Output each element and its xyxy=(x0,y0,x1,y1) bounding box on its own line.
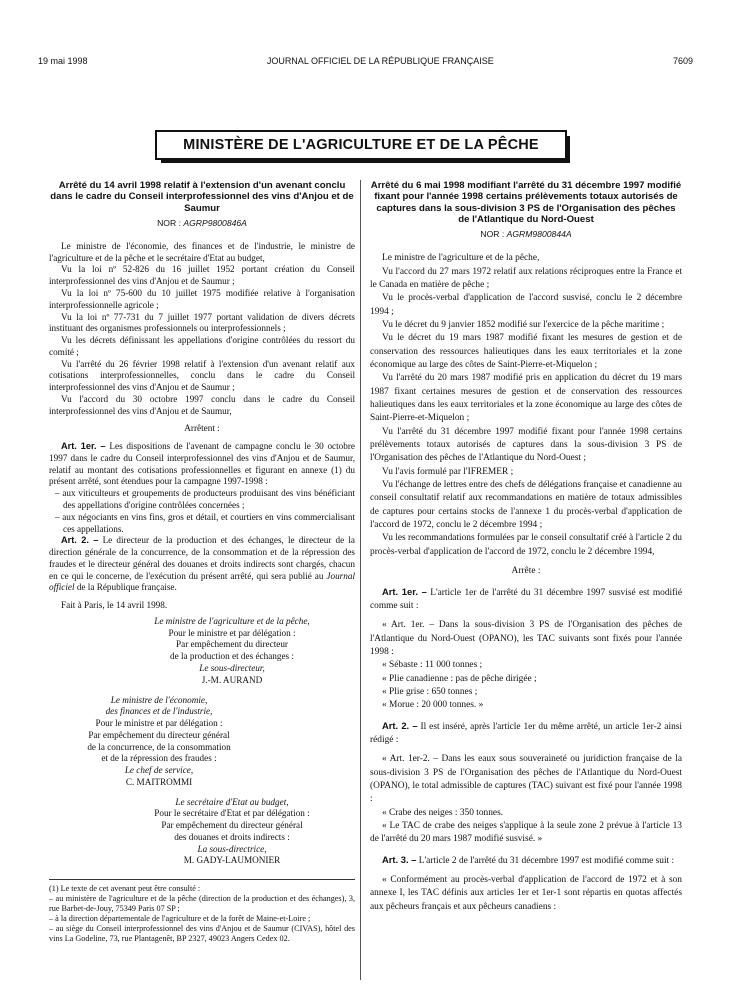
left-fait: Fait à Paris, le 14 avril 1998. xyxy=(61,600,168,611)
right-preamble-7: Vu l'avis formulé par l'IFREMER ; xyxy=(382,466,514,477)
sig2-line: des finances et de l'industrie, xyxy=(105,706,213,717)
right-preamble-4: Vu le décret du 19 mars 1987 modifié fixant les mesures de gestion et de conservation des ressources halieutiques dans les eaux territoriales et la zone économique au large des côtes de Saint-Pierre-et-Miquelon ; xyxy=(370,333,682,370)
page-header xyxy=(38,56,693,68)
sig1-line: Pour le ministre et par délégation : xyxy=(168,627,296,638)
list-item: « Le TAC de crabe des neiges s'applique à la seule zone 2 prévue à l'article 13 de l'arrêté du 20 mars 1987 modifié susvisé. » xyxy=(370,821,682,845)
sig2-name: C. MAITROMMI xyxy=(125,776,193,787)
header-date: 19 mai 1998 xyxy=(38,56,88,66)
right-preamble-8: Vu l'échange de lettres entre des chefs de délégations française et canadienne au conseil consultatif relatif aux recommandations en matière de totaux admissibles de captures pour certains stocks de l'annexe 1 du procès-verbal d'application de l'accord de 1972, conclu le 2 décembre 1994 ; xyxy=(370,480,682,531)
left-art2-journal: Journal officiel xyxy=(49,570,356,593)
right-art2-text: Il est inséré, après l'article 1er du même arrêté, un article 1er-2 ainsi rédigé : xyxy=(370,721,683,745)
left-arretent: Arrêtent : xyxy=(184,423,220,434)
list-item: « Crabe des neiges : 350 tonnes. xyxy=(382,807,504,818)
sig3-line: des douanes et droits indirects : xyxy=(174,831,290,842)
right-article-2 xyxy=(370,719,682,748)
sig1-line: de la production et des échanges : xyxy=(170,651,294,662)
right-preamble-9: Vu les recommandations formulées par le conseil consultatif créé à l'article 2 du procès-verbal d'application de l'accord de 1972, conclu le 2 décembre 1994, xyxy=(370,533,682,557)
sig1-line: Le ministre de l'agriculture et de la pêche, xyxy=(154,615,310,626)
sig1-line: Par empêchement du directeur xyxy=(176,639,288,650)
footnote-line: – à la direction départementale de l'agriculture et de la forêt de Maine-et-Loire ; xyxy=(49,914,311,924)
header-page-number: 7609 xyxy=(672,56,693,66)
left-column xyxy=(49,180,355,944)
left-preamble-1: Vu la loi nº 52-826 du 16 juillet 1952 portant création du Conseil interprofessionnel des vins d'Anjou et de Saumur ; xyxy=(49,264,355,287)
right-article-1 xyxy=(370,585,682,614)
list-item: « Sébaste : 11 000 tonnes ; xyxy=(382,660,483,671)
signature-block-3 xyxy=(49,797,355,868)
sig3-line: La sous-directrice, xyxy=(197,843,267,854)
sig2-line: Le ministre de l'économie, xyxy=(110,694,208,705)
sig2-line: Le chef de service, xyxy=(124,765,194,776)
sig1-name: J.-M. AURAND xyxy=(201,674,263,685)
list-item: – aux négociants en vins fins, gros et détail, et courtiers en vins commercialisant ces appellations. xyxy=(63,512,355,536)
left-arrete-title: Arrêté du 14 avril 1998 relatif à l'extension d'un avenant conclu dans le cadre du Conseil interprofessionnel des vins d'Anjou et de Saumur xyxy=(50,180,354,214)
column-divider xyxy=(360,180,361,980)
left-article-1 xyxy=(49,441,355,488)
right-nor-label: NOR : xyxy=(480,229,505,240)
left-preamble-5: Vu l'arrêté du 26 février 1998 relatif à l'extension d'un avenant relatif aux cotisations interprofessionnelles, conclu dans le cadre du Conseil interprofessionnel des vins d'Anjou et de Saumur ; xyxy=(49,358,355,393)
sig2-line: et de la répression des fraudes : xyxy=(101,753,217,764)
left-nor-label: NOR : xyxy=(157,217,181,228)
list-item: « Morue : 20 000 tonnes. » xyxy=(382,700,484,711)
sig3-line: Le secrétaire d'Etat au budget, xyxy=(175,796,289,807)
left-art2-end: de la République française. xyxy=(76,582,177,593)
left-art2-label: Art. 2. – xyxy=(61,535,99,546)
list-item: « Plie grise : 650 tonnes ; xyxy=(382,686,478,697)
left-art2-text: Le directeur de la production et des échanges, le directeur de la direction générale de la concurrence, de la consommation et de la répression des fraudes et le directeur général des douanes et droits indirects sont chargés, chacun en ce qui le concerne, de l'exécution du présent arrêté, qui sera publié au xyxy=(49,535,356,581)
left-preamble-6: Vu l'accord du 30 octobre 1997 conclu dans le cadre du Conseil interprofessionnel des vins d'Anjou et de Saumur, xyxy=(49,393,355,416)
sig2-line: Pour le ministre et par délégation : xyxy=(95,718,223,729)
right-nor-code: AGRM9800844A xyxy=(506,229,572,240)
right-preamble-2: Vu le procès-verbal d'application de l'accord susvisé, conclu le 2 décembre 1994 ; xyxy=(370,293,682,317)
sig2-line: Par empêchement du directeur général xyxy=(88,729,230,740)
signature-block-1 xyxy=(49,616,355,687)
right-nor xyxy=(370,229,682,240)
header-journal: JOURNAL OFFICIEL DE LA RÉPUBLIQUE FRANÇAISE xyxy=(266,56,494,66)
right-art1-quote: « Art. 1er. – Dans la sous-division 3 PS de l'Organisation des pêches de l'Atlantique du Nord-Ouest (OPANO), les TAC suivants sont fixés pour l'année 1998 : xyxy=(370,620,682,657)
left-art1-label: Art. 1er. – xyxy=(61,441,106,452)
right-preamble-0: Le ministre de l'agriculture et de la pêche, xyxy=(382,253,540,264)
right-preamble-3: Vu le décret du 9 janvier 1852 modifié sur l'exercice de la pêche maritime ; xyxy=(382,319,665,330)
left-article-2 xyxy=(49,535,355,594)
right-arrete: Arrête : xyxy=(511,566,541,577)
right-art3-label: Art. 3. – xyxy=(382,853,417,865)
right-art3-text: L'article 2 de l'arrêté du 31 décembre 1997 est modifié comme suit : xyxy=(418,855,675,866)
ministry-banner xyxy=(155,130,567,160)
right-article-3 xyxy=(370,853,682,868)
left-preamble-2: Vu la loi nº 75-600 du 10 juillet 1975 modifiée relative à l'organisation interprofessionnelle agricole ; xyxy=(49,288,355,310)
sig1-line: Le sous-directeur, xyxy=(199,662,265,673)
right-art1-text: L'article 1er de l'arrêté du 31 décembre 1997 susvisé est modifié comme suit : xyxy=(370,587,682,611)
right-preamble-6: Vu l'arrêté du 31 décembre 1997 modifié fixant pour l'année 1998 certains prélèvements totaux autorisés de captures dans la sous-division 3 PS de l'Organisation des pêches de l'Atlantique du Nord-Ouest ; xyxy=(370,426,682,464)
sig3-line: Pour le secrétaire d'Etat et par délégation : xyxy=(154,808,310,819)
right-art3-quote: « Conformément au procès-verbal d'application de l'accord de 1972 et à son annexe I, les TAC définis aux articles 1er et 1er-1 sont répartis en quotas affectés aux pêcheurs français et aux pêcheurs canadiens : xyxy=(370,875,682,912)
footnote-line: – au siège du Conseil interprofessionnel des vins d'Anjou et de Saumur (CIVAS), hôtel des vins La Godeline, 73, rue Plantagenêt, BP 2327, 49023 Angers Cedex 02. xyxy=(49,924,355,944)
sig3-name: M. GADY-LAUMONIER xyxy=(183,855,281,866)
footnote-line: – au ministère de l'agriculture et de la pêche (direction de la production et des échanges), 3, rue Barbet-de-Jouy, 75349 Paris 07 SP ; xyxy=(49,894,355,914)
signature-block-2 xyxy=(49,695,269,789)
right-art2-label: Art. 2. – xyxy=(382,719,418,731)
sig2-line: de la concurrence, de la consommation xyxy=(87,741,231,752)
sig3-line: Par empêchement du directeur général xyxy=(161,820,303,831)
left-art1-list xyxy=(49,488,355,535)
left-preamble-3: Vu la loi nº 77-731 du 7 juillet 1977 portant validation de divers décrets instituant des organismes professionnels ou interprofessionnels ; xyxy=(49,311,355,334)
left-nor xyxy=(49,218,355,229)
left-art1-text: Les dispositions de l'avenant de campagne conclu le 30 octobre 1997 dans le cadre du Conseil interprofessionnel des vins d'Anjou et de Saumur, relatif au montant des cotisations professionnelles et figurant en annexe (1) du présent arrêté, sont étendues pour la campagne 1997-1998 : xyxy=(49,441,355,487)
right-preamble-5: Vu l'arrêté du 20 mars 1987 modifié pris en application du décret du 19 mars 1987 fixant certaines mesures de gestion et de conservation des ressources halieutiques dans les eaux territoriales et la zone économique au large des côtes de Saint-Pierre-et-Miquelon ; xyxy=(370,373,682,424)
left-preamble-0: Le ministre de l'économie, des finances et de l'industrie, le ministre de l'agriculture et de la pêche et le secrétaire d'Etat au budget, xyxy=(49,240,355,263)
right-column xyxy=(370,180,682,914)
list-item: « Plie canadienne : pas de pêche dirigée ; xyxy=(382,673,537,684)
right-art1-label: Art. 1er. – xyxy=(382,585,427,597)
list-item: – aux viticulteurs et groupements de producteurs produisant des vins bénéficiant des appellations d'origine contrôlées concernées ; xyxy=(63,488,355,512)
right-arrete-title: Arrêté du 6 mai 1998 modifiant l'arrêté du 31 décembre 1997 modifié fixant pour l'année 1998 certains prélèvements totaux autorisés de captures dans la sous-division 3 PS de l'Organisation des pêches de l'Atlantique du Nord-Ouest xyxy=(370,180,682,225)
right-preamble-1: Vu l'accord du 27 mars 1972 relatif aux relations réciproques entre la France et le Canada en matière de pêche ; xyxy=(370,266,682,290)
left-nor-code: AGRP9800846A xyxy=(183,217,247,228)
footnotes xyxy=(49,879,355,944)
footnote-line: (1) Le texte de cet avenant peut être consulté : xyxy=(49,884,201,894)
ministry-title: MINISTÈRE DE L'AGRICULTURE ET DE LA PÊCHE xyxy=(183,136,539,153)
left-preamble-4: Vu les décrets définissant les appellations d'origine contrôlées du ressort du comité ; xyxy=(49,335,355,357)
right-art2-quote: « Art. 1er-2. – Dans les eaux sous souveraineté ou juridiction française de la sous-division 3 PS de l'Organisation des pêches de l'Atlantique du Nord-Ouest (OPANO), le total admissible de captures (TAC) suivant est fixé pour l'année 1998 : xyxy=(370,754,682,805)
